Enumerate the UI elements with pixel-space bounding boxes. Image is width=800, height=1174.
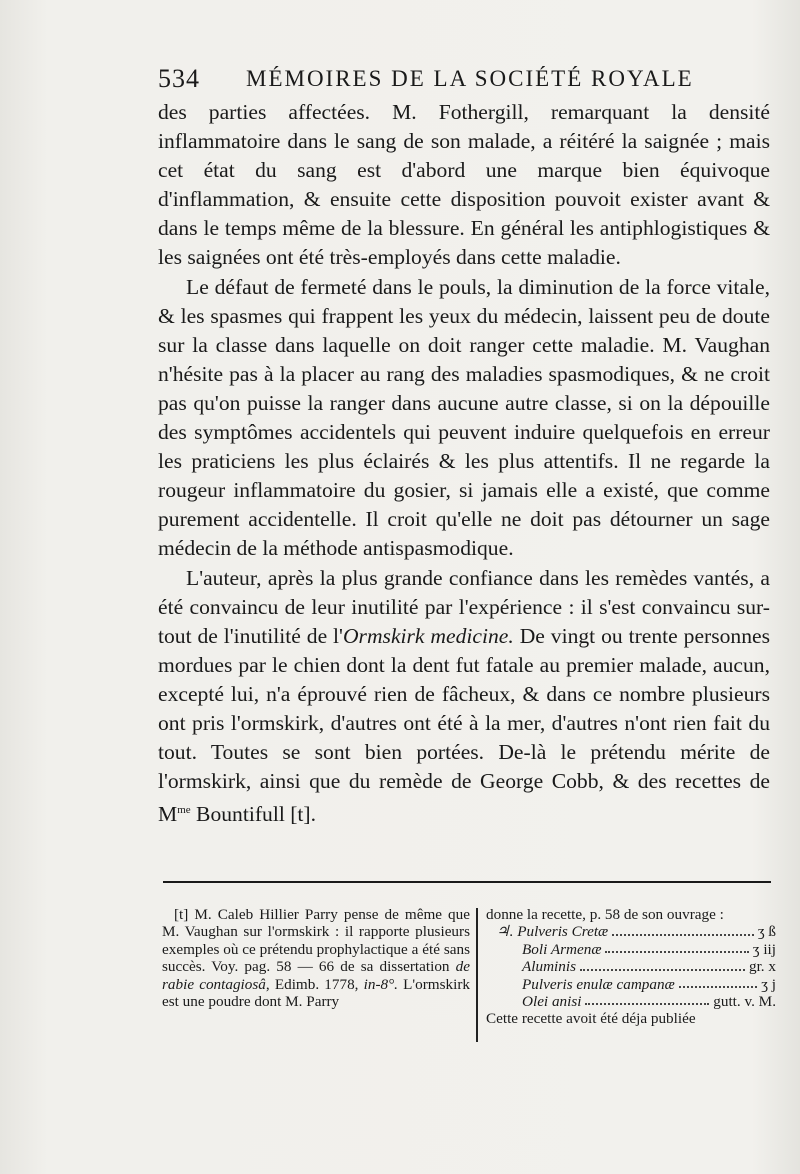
footnote-left-column [162, 906, 470, 1010]
recipe-leader [605, 941, 748, 953]
page-header [158, 58, 768, 98]
recipe-quantity: ʒ iij [752, 940, 776, 958]
paragraph-3-part-c: Bountifull [t]. [190, 802, 317, 827]
recipe-ingredient: Aluminis [522, 958, 577, 976]
footnote-italic-format: in-8°. [363, 975, 398, 993]
recipe-closing: Cette recette avoit été déja publiée [486, 1010, 696, 1028]
footnote-part-a: [t] M. Caleb Hillier Parry pense de même que M. Vaughan sur l'ormskirk : il rapporte plusieurs exemples où ce prétendu prophylactique a été sans succès. Voy. pag. 58 — 66 de sa dissertation [162, 906, 470, 976]
recipe-line [486, 993, 778, 1010]
recipe-ingredient: Pulveris enulæ campanæ [522, 975, 675, 993]
recipe-ingredient: Boli Armenæ [522, 940, 602, 958]
recipe-ingredient: ♃. Pulveris Cretæ [496, 923, 609, 941]
recipe-line [486, 976, 778, 993]
footnote-right-column [486, 906, 778, 1028]
recipe-quantity: gr. x [748, 958, 776, 976]
recipe-leader [679, 976, 758, 988]
page-number: 534 [158, 64, 200, 93]
footnote-italic-title: de rabie contagiosâ [162, 958, 470, 993]
paragraph-3-part-b: De vingt ou trente personnes mordues par le chien dont la dent fut fatale au premier malade, aucun, excepté lui, n'a éprouvé rien de fâcheux, & dans ce nombre plusieurs ont pris l'ormskirk, d'autres ont été à la mer, d'autres n'ont rien fait du tout. Toutes se sont bien portées. De-là le prétendu mérite de l'ormskirk, ainsi que du remède de George Cobb, & des recettes de M [158, 623, 770, 827]
paragraph-1: des parties affectées. M. Fothergill, remarquant la densité inflammatoire dans le sang de son malade, a réitéré la saignée ; mais cet état du sang est d'abord une marque bien équivoque d'inflammation, & ensuite cette disposition pouvoit exister avant & dans le temps même de la blessure. En général les antiphlogistiques & les saignées ont été très-employés dans cette maladie. [158, 100, 770, 270]
recipe-line [486, 941, 778, 958]
recipe-quantity: ʒ ß [757, 923, 776, 941]
recipe-line [486, 958, 778, 975]
recipe-leader [585, 993, 709, 1005]
recipe-quantity: ʒ j [761, 975, 776, 993]
running-title: MÉMOIRES DE LA SOCIÉTÉ ROYALE [246, 66, 694, 91]
recipe-intro: donne la recette, p. 58 de son ouvrage : [486, 906, 724, 923]
madame-superscript: me [177, 804, 191, 817]
recipe-leader [612, 923, 754, 935]
paragraph-3-part-a: L'auteur, après la plus grande confiance dans les remèdes vantés, a été convaincu de leur inutilité par l'expérience : il s'est convaincu sur-tout de l'inutilité de l' [158, 565, 770, 648]
recipe-quantity: gutt. v. M. [713, 993, 776, 1011]
paragraph-3 [158, 564, 770, 830]
paragraph-2: Le défaut de fermeté dans le pouls, la diminution de la force vitale, & les spasmes qui frappent les yeux du médecin, laissent peu de doute sur la classe dans laquelle on doit ranger cette maladie. M. Vaughan n'hésite pas à la placer au rang des maladies spasmodiques, & ne croit pas qu'on puisse la ranger dans aucune autre classe, si on la dépouille des symptômes accidentels qui peuvent induire quelquefois en erreur les praticiens les plus éclairés & les plus attentifs. Il ne regarde la rougeur inflammatoire du gosier, si jamais elle a existé, que comme purement accidentelle. Il croit qu'elle ne doit pas détourner un sage médecin de la méthode antispasmodique. [158, 274, 770, 561]
footnote-part-c: L'ormskirk est une poudre dont M. Parry [162, 975, 471, 1011]
main-text [158, 98, 770, 830]
footnote-t [162, 906, 470, 1010]
footnote-part-b: , Edimb. 1778, [265, 975, 364, 993]
recipe-ingredient: Olei anisi [522, 993, 582, 1011]
footnote-column-divider [476, 908, 478, 1042]
recipe-leader [580, 958, 745, 970]
ormskirk-medicine-italic: Ormskirk medicine. [342, 623, 514, 648]
footnote-rule [163, 881, 771, 883]
recipe-line [486, 923, 778, 940]
